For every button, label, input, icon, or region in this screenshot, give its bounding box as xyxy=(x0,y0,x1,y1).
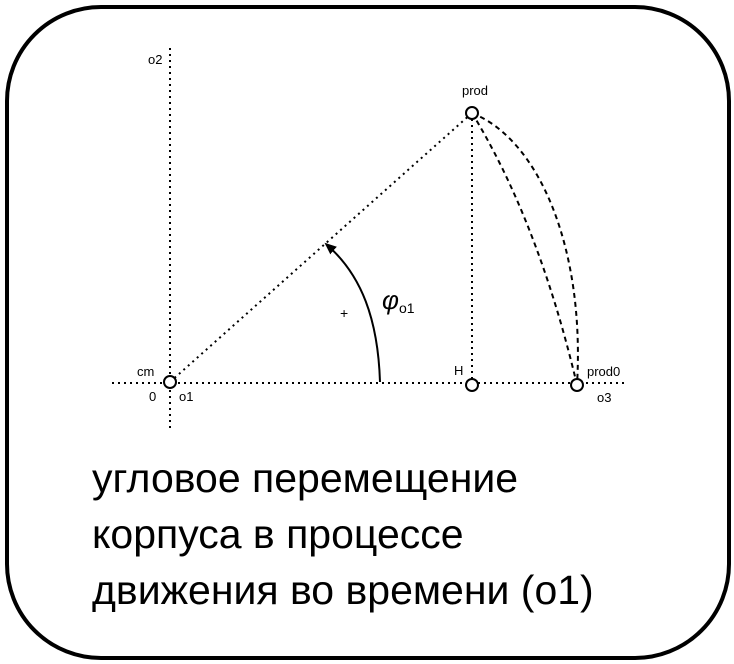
angle-arrow xyxy=(326,244,380,382)
phi-label xyxy=(382,285,415,316)
caption-line-3: движения во времени (o1) xyxy=(92,567,594,613)
caption-line-1: угловое перемещение xyxy=(92,455,519,501)
phi-subscript: o1 xyxy=(398,300,415,316)
label-o3: o3 xyxy=(597,390,612,405)
label-o2: o2 xyxy=(148,52,163,67)
caption xyxy=(92,450,712,618)
inner-arc-prod-prod0 xyxy=(472,113,577,385)
label-h: H xyxy=(454,363,464,378)
node-prod xyxy=(466,107,478,119)
label-o1: o1 xyxy=(179,389,194,404)
label-cm: cm xyxy=(137,364,155,379)
outer-arc-prod-prod0 xyxy=(472,113,578,385)
label-origin: 0 xyxy=(149,389,157,404)
phi-symbol: φ xyxy=(382,285,399,315)
label-prod: prod xyxy=(462,83,489,98)
node-cm xyxy=(164,376,176,388)
caption-line-2: корпуса в процессе xyxy=(92,511,464,557)
node-h xyxy=(466,379,478,391)
label-plus: + xyxy=(340,305,349,321)
radius-line-cm-prod xyxy=(170,113,472,382)
label-prod0: prod0 xyxy=(587,364,621,379)
node-prod0 xyxy=(571,379,583,391)
